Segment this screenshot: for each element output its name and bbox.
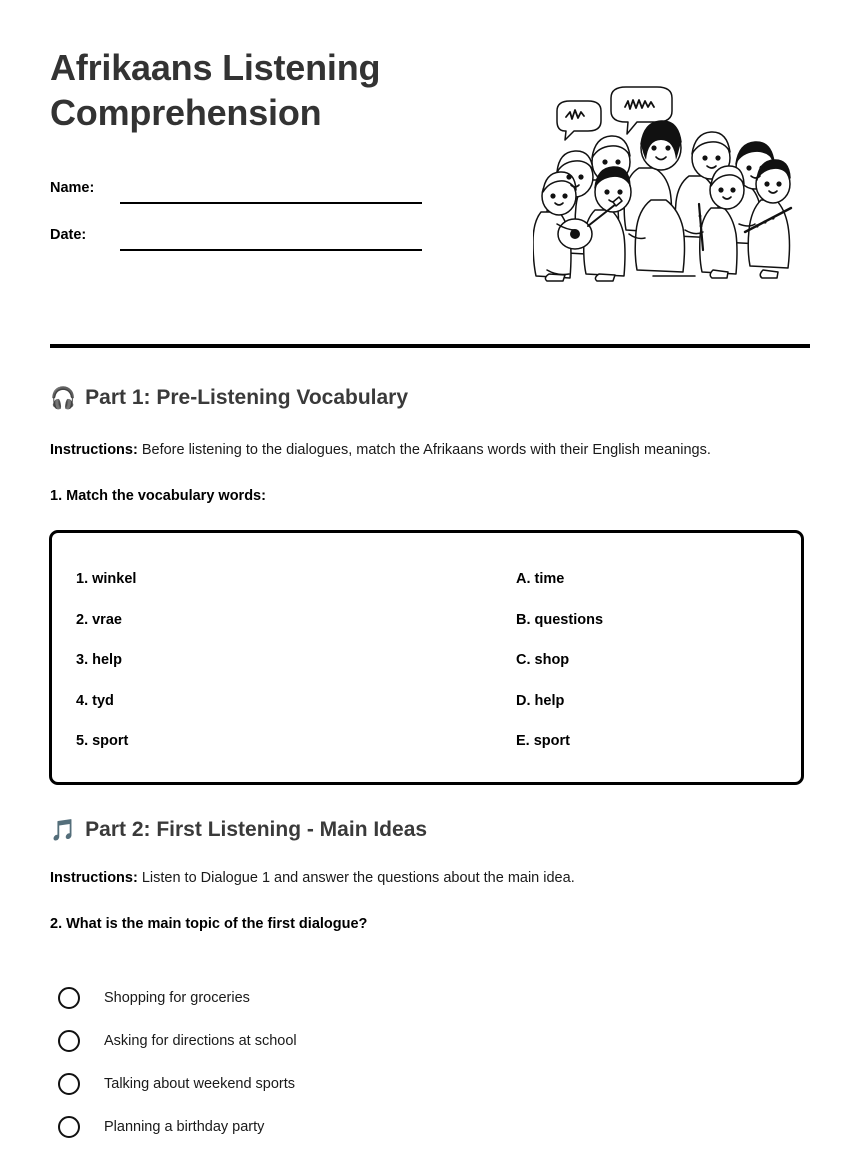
part1-heading-text: Part 1: Pre-Listening Vocabulary bbox=[85, 386, 409, 409]
date-field-row bbox=[50, 204, 422, 251]
date-input-line[interactable] bbox=[120, 219, 422, 251]
match-left-item[interactable]: 1. winkel bbox=[76, 571, 137, 587]
part2-instructions-text: Listen to Dialogue 1 and answer the questions about the main idea. bbox=[137, 870, 575, 886]
part1-heading bbox=[50, 386, 408, 410]
match-left-item[interactable]: 3. help bbox=[76, 652, 122, 668]
date-label: Date: bbox=[50, 227, 87, 244]
match-left-item[interactable]: 5. sport bbox=[76, 733, 129, 749]
student-fields bbox=[50, 157, 422, 251]
part2-heading-text: Part 2: First Listening - Main Ideas bbox=[85, 818, 428, 841]
match-row bbox=[52, 571, 801, 612]
part1-instructions-lead: Instructions: bbox=[50, 442, 138, 458]
match-row bbox=[52, 612, 801, 653]
match-left-item[interactable]: 2. vrae bbox=[76, 611, 122, 628]
part1-instructions bbox=[50, 442, 711, 458]
option-row[interactable] bbox=[58, 1019, 758, 1062]
radio-circle-icon[interactable] bbox=[58, 1030, 80, 1052]
match-right-item[interactable]: C. shop bbox=[516, 652, 570, 668]
part2-question: 2. What is the main topic of the first dialogue? bbox=[50, 916, 368, 932]
radio-circle-icon[interactable] bbox=[58, 1073, 80, 1095]
name-label: Name: bbox=[50, 180, 95, 197]
name-field-row bbox=[50, 157, 422, 204]
vocabulary-matching-box bbox=[49, 530, 804, 785]
part2-instructions bbox=[50, 870, 575, 886]
option-row[interactable] bbox=[58, 1105, 758, 1148]
radio-circle-icon[interactable] bbox=[58, 1116, 80, 1138]
part1-question: 1. Match the vocabulary words: bbox=[50, 488, 266, 504]
multiple-choice-options bbox=[58, 976, 758, 1148]
headphones-icon: 🎧 bbox=[50, 386, 77, 410]
option-label: Shopping for groceries bbox=[104, 989, 250, 1006]
option-row[interactable] bbox=[58, 976, 758, 1019]
option-label: Talking about weekend sports bbox=[104, 1075, 296, 1092]
part2-heading bbox=[50, 818, 427, 842]
option-label: Planning a birthday party bbox=[104, 1118, 265, 1135]
match-right-item[interactable]: D. help bbox=[516, 692, 565, 709]
children-music-illustration bbox=[533, 84, 810, 282]
match-row bbox=[52, 693, 801, 734]
match-right-item[interactable]: E. sport bbox=[516, 733, 570, 749]
option-row[interactable] bbox=[58, 1062, 758, 1105]
radio-circle-icon[interactable] bbox=[58, 987, 80, 1009]
option-label: Asking for directions at school bbox=[104, 1032, 297, 1049]
part2-instructions-lead: Instructions: bbox=[50, 870, 138, 886]
matching-columns bbox=[52, 533, 801, 782]
part1-instructions-text: Before listening to the dialogues, match the Afrikaans words with their English meanings. bbox=[137, 442, 711, 458]
match-right-item[interactable]: A. time bbox=[516, 571, 565, 587]
match-right-item[interactable]: B. questions bbox=[516, 611, 604, 628]
page-title: Afrikaans Listening Comprehension bbox=[50, 47, 381, 133]
section-divider bbox=[50, 344, 810, 348]
match-row bbox=[52, 733, 801, 774]
match-row bbox=[52, 652, 801, 693]
name-input-line[interactable] bbox=[120, 172, 422, 204]
music-note-icon: 🎵 bbox=[50, 818, 77, 842]
match-left-item[interactable]: 4. tyd bbox=[76, 692, 114, 709]
